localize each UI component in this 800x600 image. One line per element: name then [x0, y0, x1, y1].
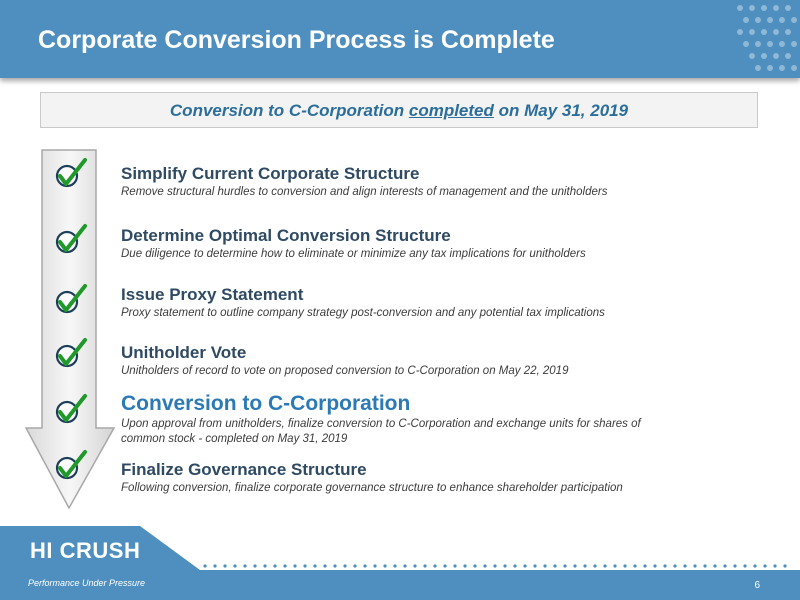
- company-tagline: Performance Under Pressure: [28, 578, 146, 588]
- step-title: Determine Optimal Conversion Structure: [121, 226, 451, 245]
- check-icon: [52, 222, 88, 258]
- completion-banner: [40, 92, 758, 128]
- step-description-line1: Upon approval from unitholders, finalize conversion to C-Corporation and exchange units for shares of: [121, 418, 641, 430]
- check-icon: [52, 336, 88, 372]
- step-description: Following conversion, finalize corporate governance structure to enhance shareholder participation: [121, 482, 623, 494]
- step-description: Remove structural hurdles to conversion and align interests of management and the unitholders: [121, 186, 608, 198]
- step-description: Due diligence to determine how to eliminate or minimize any tax implications for unitholders: [121, 248, 586, 260]
- step-title: Issue Proxy Statement: [121, 285, 304, 304]
- step-description: Proxy statement to outline company strategy post-conversion and any potential tax implications: [121, 307, 605, 319]
- step-title: Simplify Current Corporate Structure: [121, 164, 420, 183]
- company-logo: HI CRUSH: [30, 538, 141, 563]
- step-issue-proxy: [121, 285, 761, 321]
- step-conversion: [121, 392, 761, 447]
- step-finalize-governance: [121, 460, 761, 496]
- step-title-highlighted: Conversion to C-Corporation: [121, 392, 411, 415]
- page-title: Corporate Conversion Process is Complete: [38, 26, 555, 54]
- check-icon: [52, 392, 88, 428]
- check-icon: [52, 448, 88, 484]
- step-simplify-structure: [121, 164, 761, 200]
- check-icon: [52, 156, 88, 192]
- banner-suffix: on May 31, 2019: [493, 101, 629, 120]
- footer-dots-icon: [203, 564, 786, 567]
- step-title: Unitholder Vote: [121, 343, 247, 362]
- step-title: Finalize Governance Structure: [121, 460, 367, 479]
- check-icon: [52, 282, 88, 318]
- step-unitholder-vote: [121, 343, 761, 379]
- banner-emphasis: completed: [408, 101, 494, 120]
- step-description-line2: common stock - completed on May 31, 2019: [121, 433, 348, 445]
- step-determine-structure: [121, 226, 761, 262]
- header-bar: [0, 0, 800, 78]
- banner-text: [170, 101, 628, 121]
- page-number: 6: [754, 580, 760, 591]
- step-description: Unitholders of record to vote on proposed conversion to C-Corporation on May 22, 2019: [121, 365, 569, 377]
- banner-prefix: Conversion to C-Corporation: [169, 101, 409, 120]
- decorative-dots-icon: [710, 0, 800, 78]
